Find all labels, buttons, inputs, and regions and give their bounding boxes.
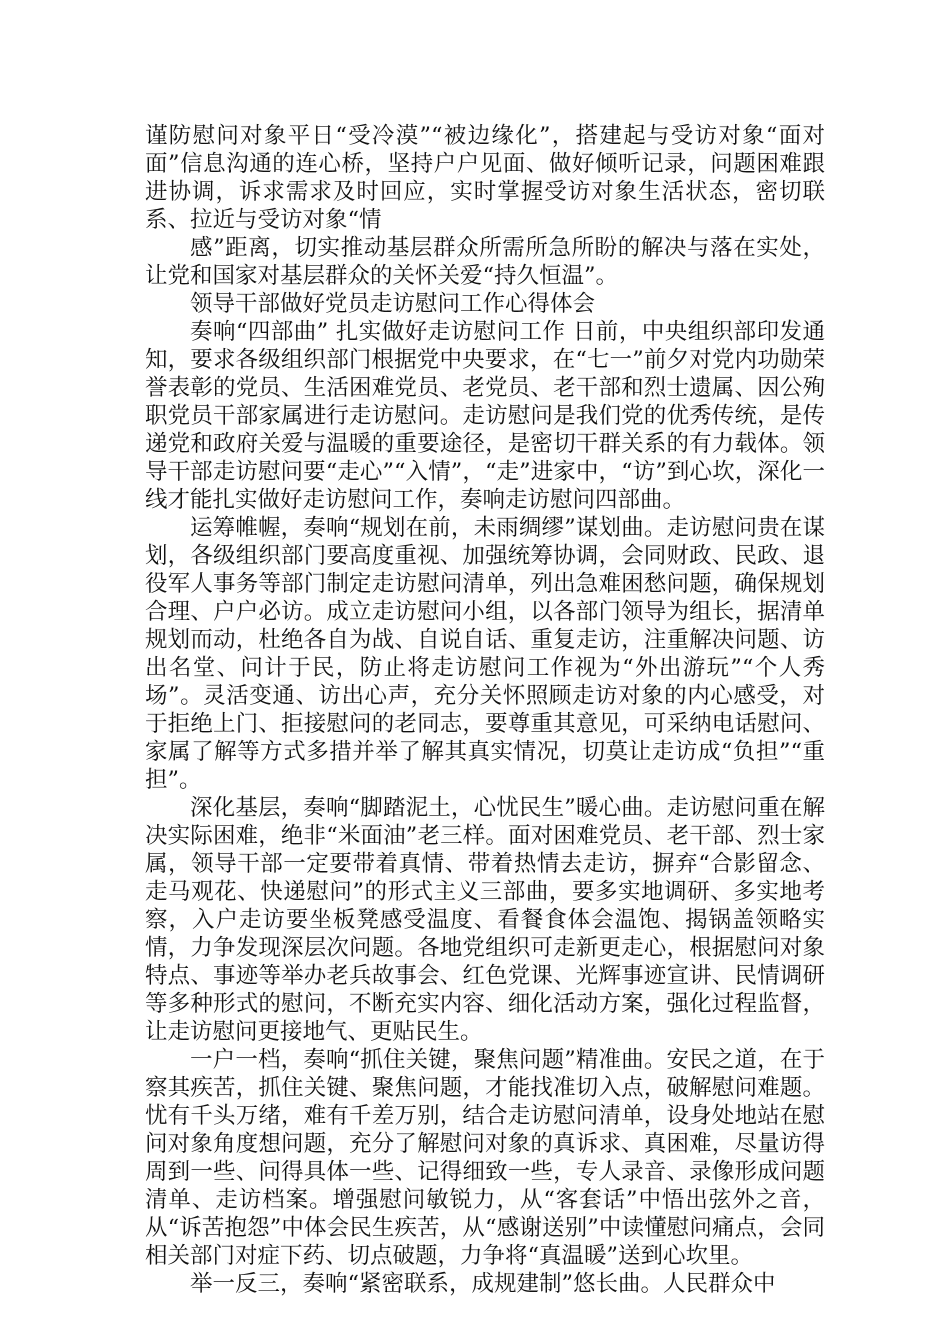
paragraph-grassroots: 深化基层，奏响“脚踏泥土，心忧民生”暖心曲。走访慰问重在解决实际困难，绝非“米面油”老三样。面对困难党员、老干部、烈士家属，领导干部一定要带着真情、带着热情去走访，摒弃“合影留念、走马观花、快递慰问”的形式主义三部曲，要多实地调研、多实地考察，入户走访要坐板凳感受温度、看餐食体会温饱、揭锅盖领略实情，力争发现深层次问题。各地党组织可走新更走心，根据慰问对象特点、事迹等举办老兵故事会、红色党课、光辉事迹宣讲、民情调研等多种形式的慰问，不断充实内容、细化活动方案，强化过程监督，让走访慰问更接地气、更贴民生。 [145,795,825,1045]
document-title: 领导干部做好党员走访慰问工作心得体会 [190,291,596,317]
paragraph-precision: 一户一档，奏响“抓住关键，聚焦问题”精准曲。安民之道，在于察其疾苦，抓住关键、聚焦问题，才能找准切入点，破解慰问难题。忧有千头万绪，难有千差万别，结合走访慰问清单，设身处地站在慰问对象角度想问题，充分了解慰问对象的真诉求、真困难，尽量访得周到一些、问得具体一些、记得细致一些，专人录音、录像形成问题清单、走访档案。增强慰问敏锐力，从“客套话”中悟出弦外之音，从“诉苦抱怨”中体会民生疾苦，从“感谢送别”中读懂慰问痛点，会同相关部门对症下药、切点破题，力争将“真温暖”送到心坎里。 [145,1047,825,1269]
paragraph-continuation: 谨防慰问对象平日“受冷漠”“被边缘化”，搭建起与受访对象“面对面”信息沟通的连心桥，坚持户户见面、做好倾听记录，问题困难跟进协调，诉求需求及时回应，实时掌握受访对象生活状态，密切联系、拉近与受访对象“情 [145,123,825,233]
document-body [145,122,825,1298]
paragraph-long-term: 举一反三，奏响“紧密联系，成规建制”悠长曲。人民群众中 [190,1271,776,1297]
paragraph-planning: 运筹帷幄，奏响“规划在前，未雨绸缪”谋划曲。走访慰问贵在谋划，各级组织部门要高度重视、加强统筹协调，会同财政、民政、退役军人事务等部门制定走访慰问清单，列出急难困愁问题，确保规划合理、户户必访。成立走访慰问小组，以各部门领导为组长，据清单规划而动，杜绝各自为战、自说自话、重复走访，注重解决问题、访出名堂、问计于民，防止将走访慰问工作视为“外出游玩”“个人秀场”。灵活变通、访出心声，充分关怀照顾走访对象的内心感受，对于拒绝上门、拒接慰问的老同志，要尊重其意见，可采纳电话慰问、家属了解等方式多措并举了解其真实情况，切莫让走访成“负担”“重担”。 [145,515,825,793]
paragraph-continuation-end: 感”距离，切实推动基层群众所需所急所盼的解决与落在实处，让党和国家对基层群众的关怀关爱“持久恒温”。 [145,235,825,289]
paragraph-intro: 奏响“四部曲” 扎实做好走访慰问工作 日前，中央组织部印发通知，要求各级组织部门根据党中央要求，在“七一”前夕对党内功勋荣誉表彰的党员、生活困难党员、老党员、老干部和烈士遗属、因公殉职党员干部家属进行走访慰问。走访慰问是我们党的优秀传统，是传递党和政府关爱与温暖的重要途径，是密切干群关系的有力载体。领导干部走访慰问要“走心”“入情”，“走”进家中，“访”到心坎，深化一线才能扎实做好走访慰问工作，奏响走访慰问四部曲。 [145,319,825,513]
